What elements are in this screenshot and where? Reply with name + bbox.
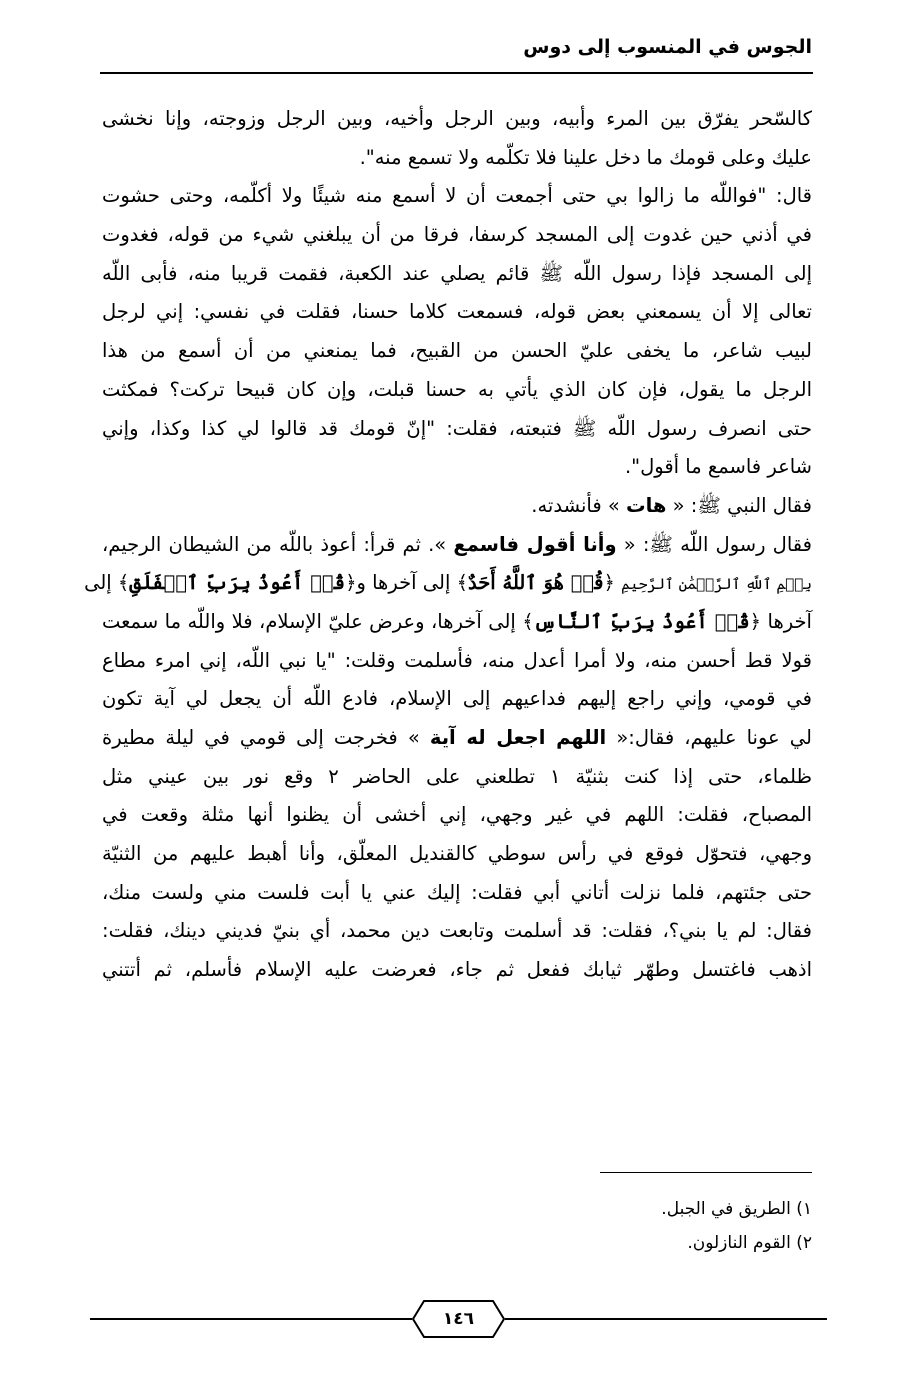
text-line: ظلماء، حتى إذا كنت بثنيّة ١ تطلعني على الحاضر ٢ وقع نور بين عيني مثل bbox=[102, 764, 812, 788]
text-run: ﴿ bbox=[603, 571, 622, 595]
text-line: الرجل ما يقول، فإن كان الذي يأتي به حسنا قبلت، وإن كان قبيحا تركت؟ فمكثت bbox=[102, 377, 812, 401]
text-run: فقال النبي ﷺ: « bbox=[666, 493, 812, 517]
text-line: كالسّحر يفرّق بين المرء وأبيه، وبين الرجل وأخيه، وبين الرجل وزوجته، وإنا نخشى bbox=[102, 107, 812, 130]
text-line: حتى انصرف رسول اللّه ﷺ فتبعته، فقلت: "إنّ قومك قد قالوا لي كذا وكذا، وإني bbox=[102, 416, 812, 440]
text-line bbox=[84, 564, 812, 603]
text-run: ». ثم قرأ: أعوذ باللّه من الشيطان الرجيم، bbox=[102, 532, 454, 556]
page-number: ١٤٦ bbox=[442, 1309, 475, 1329]
text-line: اذهب فاغتسل وطهّر ثيابك ففعل ثم جاء، فعرضت عليه الإسلام فأسلم، ثم أتتني bbox=[102, 958, 812, 982]
prophet-quote: اللهم اجعل له آية bbox=[429, 726, 607, 749]
page-number-frame bbox=[412, 1300, 505, 1338]
text-line: المصباح، فقلت: اللهم في غير وجهي، إني أخشى أن يظنوا أنها مثلة وقعت في bbox=[102, 803, 812, 827]
text-run: ﴾ إلى bbox=[84, 571, 130, 595]
quran-verse: قُلۡ هُوَ ٱللَّهُ أَحَدٌ bbox=[468, 571, 604, 595]
text-line bbox=[102, 526, 812, 565]
prophet-quote: وأنا أقول فاسمع bbox=[453, 532, 617, 556]
text-line: عليك وعلى قومك ما دخل علينا فلا تكلّمه ولا تسمع منه". bbox=[359, 145, 812, 169]
text-line: وجهي، فتحوّل فوقع في رأس سوطي كالقنديل المعلّق، وأنا أهبط عليهم من الثنيّة bbox=[102, 842, 812, 866]
text-line: قولا قط أحسن منه، ولا أمرا أعدل منه، فأسلمت وقلت: "يا نبي اللّه، إني امرء مطاع bbox=[102, 648, 812, 672]
footnote-separator bbox=[600, 1172, 812, 1173]
text-line: في قومي، وإني راجع إليهم فداعيهم إلى الإسلام، فادع اللّه أن يجعل لي آية تكون bbox=[102, 687, 812, 711]
prophet-quote: هات bbox=[626, 493, 667, 517]
text-run: ﴾ إلى آخرها، وعرض عليّ الإسلام، فلا واللّه ما سمعت bbox=[102, 609, 534, 633]
quran-verse: قُلۡ أَعُوذُ بِرَبِّ ٱلنَّاسِ bbox=[533, 609, 750, 633]
text-run: » فخرجت إلى قومي في ليلة مطيرة bbox=[102, 726, 430, 749]
text-line: فقال: لم يا بني؟، فقلت: قد أسلمت وتابعت دين محمد، أي بنيّ فديني دينك، فقلت: bbox=[102, 919, 812, 943]
text-line: لبيب شاعر، ما يخفى عليّ الحسن من القبيح، فما يمنعني من أن أسمع من هذا bbox=[102, 339, 812, 363]
basmala: بِسۡمِ ٱللَّهِ ٱلرَّحۡمَٰنِ ٱلرَّحِيمِ bbox=[621, 575, 812, 594]
text-run: » فأنشدته. bbox=[531, 493, 627, 517]
footer-rule-right bbox=[505, 1318, 827, 1320]
text-line: في أذني حين غدوت إلى المسجد كرسفا، فرقا من أن يبلغني شيء من قوله، فغدوت bbox=[102, 223, 812, 247]
text-line: إلى المسجد فإذا رسول اللّه ﷺ قائم يصلي عند الكعبة، فقمت قريبا منه، فأبى اللّه bbox=[102, 261, 812, 285]
text-run: آخرها ﴿ bbox=[749, 609, 812, 633]
text-line bbox=[102, 719, 812, 758]
header-rule bbox=[100, 72, 813, 74]
text-line: تعالى إلا أن يسمعني بعض قوله، فسمعت كلاما حسنا، فقلت في نفسي: إني لرجل bbox=[102, 300, 812, 324]
text-line: حتى جئتهم، فلما نزلت أتاني أبي فقلت: إليك عني يا أبت فلست مني ولست منك، bbox=[102, 880, 812, 904]
text-line bbox=[102, 487, 812, 526]
text-line: قال: "فواللّه ما زالوا بي حتى أجمعت أن لا أسمع منه شيئًا ولا أكلّمه، وحتى حشوت bbox=[102, 184, 812, 208]
quran-verse: قُلۡ أَعُوذُ بِرَبِّ ٱلۡفَلَقِ bbox=[129, 571, 346, 595]
footnote: ١) الطريق في الجبل. bbox=[661, 1199, 812, 1219]
text-line: شاعر فاسمع ما أقول". bbox=[624, 455, 812, 479]
footnote: ٢) القوم النازلون. bbox=[687, 1233, 812, 1253]
running-header: الجوس في المنسوب إلى دوس bbox=[523, 36, 812, 58]
text-run: ﴾ إلى آخرها و﴿ bbox=[345, 571, 468, 595]
footnotes bbox=[661, 1192, 812, 1260]
text-line bbox=[102, 603, 812, 642]
footer-rule-left bbox=[90, 1318, 412, 1320]
text-run: لي عونا عليهم، فقال:« bbox=[606, 726, 812, 749]
text-run: فقال رسول اللّه ﷺ: « bbox=[616, 532, 812, 556]
main-text bbox=[84, 100, 812, 990]
